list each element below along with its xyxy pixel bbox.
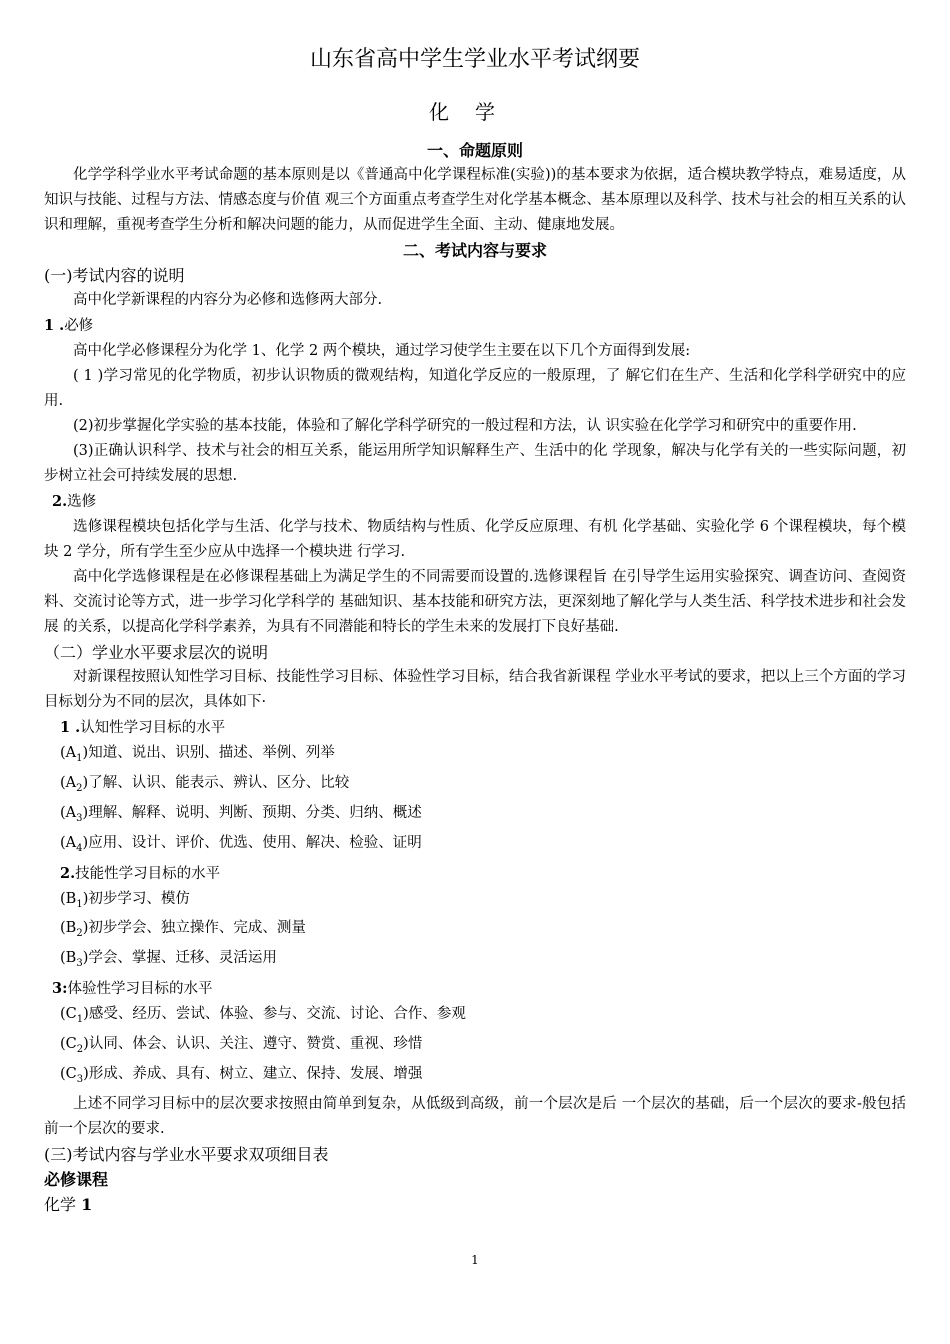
level-item bbox=[44, 1002, 906, 1032]
required-intro: 高中化学必修课程分为化学 1、化学 2 两个模块，通过学习使学生主要在以下几个方面得到发展: bbox=[73, 343, 691, 359]
level-code-letter: A bbox=[65, 774, 77, 791]
required-item-3: (3)正确认识科学、技术与社会的相互关系，能运用所学知识解释生产、生活中的化 学现象，解决与化学有关的一些实际问题，初步树立社会可持续发展的思想. bbox=[44, 443, 906, 484]
level-item-text: 知道、说出、识别、描述、举例、列举 bbox=[88, 745, 335, 761]
level-item bbox=[44, 771, 906, 801]
required-heading bbox=[44, 313, 906, 339]
level-code-letter: A bbox=[65, 745, 77, 761]
elective-number: 2. bbox=[52, 493, 68, 510]
level-code-close: ) bbox=[83, 1066, 89, 1083]
level-code-open: ( bbox=[60, 745, 66, 761]
level-code-subscript: 2 bbox=[76, 782, 83, 794]
level-code-open: ( bbox=[60, 774, 66, 791]
level-code-subscript: 1 bbox=[76, 1014, 84, 1026]
level-item-text: 形成、养成、具有、树立、建立、保持、发展、增强 bbox=[88, 1066, 423, 1083]
level-item bbox=[44, 801, 906, 831]
level-code-subscript: 3 bbox=[76, 958, 83, 970]
level-group-heading bbox=[44, 976, 906, 1002]
required-courses-heading: 必修课程 bbox=[44, 1169, 109, 1189]
level-group-label: 认知性学习目标的水平 bbox=[80, 720, 226, 736]
level-code-letter: B bbox=[65, 950, 77, 967]
level-code-letter: A bbox=[65, 834, 77, 851]
level-code-open: ( bbox=[60, 834, 66, 851]
section-heading-content: 二、考试内容与要求 bbox=[402, 241, 547, 260]
subsection-heading-levels: （二）学业水平要求层次的说明 bbox=[44, 643, 269, 662]
level-code-close: ) bbox=[82, 804, 89, 821]
level-code-close: ) bbox=[82, 774, 89, 791]
level-item-text: 学会、掌握、迁移、灵活运用 bbox=[88, 950, 277, 967]
level-code-subscript: 3 bbox=[76, 812, 83, 824]
module-prefix: 化学 bbox=[44, 1194, 82, 1214]
level-code-close: ) bbox=[82, 745, 89, 761]
level-code-open: ( bbox=[60, 1006, 66, 1023]
required-label: 必修 bbox=[64, 318, 94, 334]
level-code-close: ) bbox=[83, 1036, 89, 1053]
level-group-label: 技能性学习目标的水平 bbox=[75, 865, 221, 882]
level-groups bbox=[44, 715, 906, 1092]
level-item-text: 理解、解释、说明、判断、预期、分类、归纳、概述 bbox=[88, 804, 422, 821]
level-code-subscript: 1 bbox=[76, 752, 83, 764]
level-code-open: ( bbox=[60, 950, 66, 967]
level-item bbox=[44, 831, 906, 861]
subsection-heading-detail-table: (三)考试内容与学业水平要求双项细目表 bbox=[44, 1144, 329, 1164]
level-code-letter: B bbox=[65, 920, 77, 937]
level-item-text: 初步学会、独立操作、完成、测量 bbox=[88, 920, 306, 937]
level-item-text: 应用、设计、评价、优选、使用、解决、检验、证明 bbox=[88, 834, 422, 851]
section-heading-principles: 一、命题原则 bbox=[426, 141, 523, 160]
level-code-close: ) bbox=[82, 890, 89, 907]
level-code-letter: C bbox=[65, 1036, 77, 1053]
level-code-close: ) bbox=[82, 920, 89, 937]
level-code-letter: A bbox=[65, 804, 77, 821]
level-item bbox=[44, 887, 906, 917]
level-code-close: ) bbox=[82, 834, 89, 851]
document-title: 山东省高中学生学业水平考试纲要 bbox=[309, 47, 640, 72]
level-item bbox=[44, 1032, 906, 1062]
level-group-label: 体验性学习目标的水平 bbox=[67, 981, 213, 998]
level-code-open: ( bbox=[60, 804, 66, 821]
level-code-subscript: 4 bbox=[76, 842, 83, 854]
levels-summary: 上述不同学习目标中的层次要求按照由简单到复杂，从低级到高级，前一个层次是后 一个层次的基础，后一个层次的要求-般包括前一个层次的要求. bbox=[44, 1095, 906, 1137]
level-group-heading bbox=[44, 715, 906, 741]
level-item bbox=[44, 741, 906, 771]
level-code-open: ( bbox=[60, 1066, 66, 1083]
subsection-heading-content-description: (一)考试内容的说明 bbox=[44, 266, 185, 285]
document-body bbox=[44, 138, 906, 1217]
level-group-number: 3: bbox=[52, 980, 68, 998]
level-code-open: ( bbox=[60, 1036, 66, 1053]
required-item-1: ( 1 )学习常见的化学物质，初步认识物质的微观结构，知道化学反应的一般原理，了 解它们在生产、生活和化学科学研究中的应用. bbox=[44, 368, 906, 409]
required-number: 1 . bbox=[44, 317, 65, 334]
level-code-subscript: 2 bbox=[76, 1044, 84, 1056]
level-code-letter: C bbox=[65, 1066, 77, 1083]
level-code-letter: C bbox=[65, 1006, 77, 1023]
level-item bbox=[44, 946, 906, 976]
elective-label: 选修 bbox=[67, 494, 97, 510]
level-code-subscript: 3 bbox=[76, 1073, 84, 1085]
content-intro: 高中化学新课程的内容分为必修和选修两大部分. bbox=[73, 292, 383, 308]
module-heading bbox=[44, 1192, 906, 1217]
subject-title: 化学 bbox=[429, 100, 521, 124]
elective-paragraph-1: 选修课程模块包括化学与生活、化学与技术、物质结构与性质、化学反应原理、有机 化学基础、实验化学 6 个课程模块，每个模块 2 学分，所有学生至少应从中选择一个模块进 行学习. bbox=[44, 519, 906, 560]
page-number: 1 bbox=[471, 1253, 479, 1267]
level-code-close: ) bbox=[83, 1006, 89, 1023]
principles-paragraph: 化学学科学业水平考试命题的基本原则是以《普通高中化学课程标准(实验))的基本要求为依据，适合模块教学特点，难易适度，从知识与技能、过程与方法、情感态度与价值 观三个方面重点考查学生对化学基本概念、基本原理以及科学、技术与社会的相互关系的认识和理解，重视考查学生分析和解决问题的能力，从而促进学生全面、主动、健康地发展。 bbox=[44, 167, 906, 233]
elective-paragraph-2: 高中化学选修课程是在必修课程基础上为满足学生的不同需要而设置的.选修课程旨 在引导学生运用实验探究、调查访问、查阅资料、交流讨论等方式，进一步学习化学科学的 基础知识、基本技能和研究方法，更深刻地了解化学与人类生活、科学技术进步和社会发展 的关系，以提高化学科学素养，为具有不同潜能和特长的学生未来的发展打下良好基础. bbox=[44, 569, 906, 635]
level-code-subscript: 1 bbox=[76, 898, 83, 910]
level-group-number: 2. bbox=[60, 864, 76, 882]
level-item-text: 认同、体会、认识、关注、遵守、赞赏、重视、珍惜 bbox=[88, 1036, 423, 1053]
level-item-text: 初步学习、模仿 bbox=[88, 890, 190, 907]
levels-intro: 对新课程按照认知性学习目标、技能性学习目标、体验性学习目标，结合我省新课程 学业水平考试的要求，把以上三个方面的学习目标划分为不同的层次，具体如下· bbox=[44, 669, 906, 710]
elective-heading bbox=[44, 489, 906, 515]
level-code-subscript: 2 bbox=[76, 928, 83, 940]
level-code-letter: B bbox=[65, 890, 77, 907]
level-code-close: ) bbox=[82, 950, 89, 967]
level-item bbox=[44, 916, 906, 946]
level-code-open: ( bbox=[60, 890, 66, 907]
level-group-number: 1 . bbox=[60, 719, 81, 736]
level-item-text: 感受、经历、尝试、体验、参与、交流、讨论、合作、参观 bbox=[88, 1006, 466, 1023]
level-item bbox=[44, 1062, 906, 1092]
module-number: 1 bbox=[81, 1194, 93, 1214]
level-code-open: ( bbox=[60, 920, 66, 937]
level-group-heading bbox=[44, 861, 906, 887]
level-item-text: 了解、认识、能表示、辨认、区分、比较 bbox=[88, 774, 350, 791]
required-item-2: (2)初步掌握化学实验的基本技能，体验和了解化学科学研究的一般过程和方法，认 识实验在化学学习和研究中的重要作用. bbox=[73, 418, 857, 434]
